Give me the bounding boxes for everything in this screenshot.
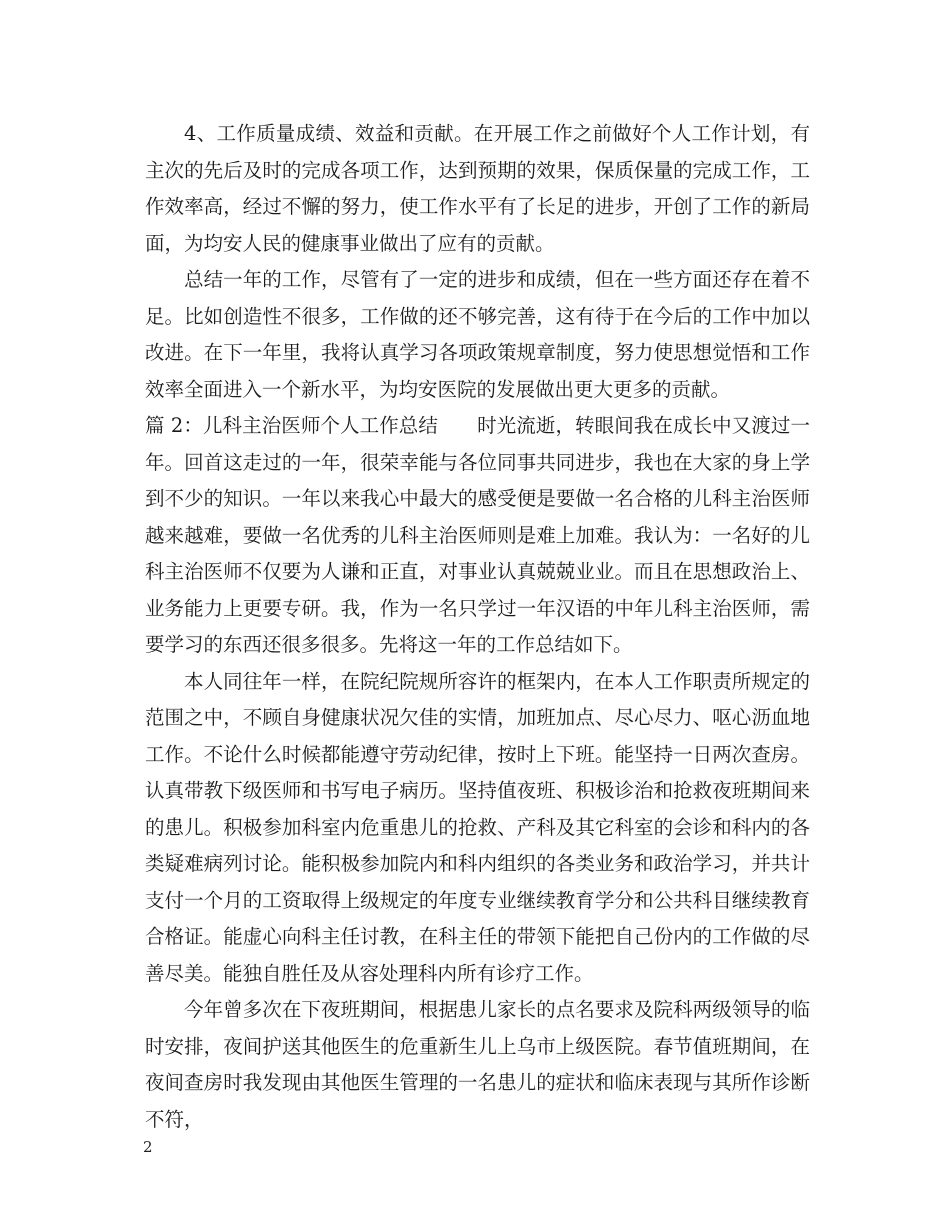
page-number: 2 (143, 1138, 153, 1156)
paragraph-work-quality: 4、工作质量成绩、效益和贡献。在开展工作之前做好个人工作计划，有主次的先后及时的完成各项工作，达到预期的效果，保质保量的完成工作，工作效率高，经过不懈的努力，使工作水平有了长足的进步，开创了工作的新局面，为均安人民的健康事业做出了应有的贡献。 (145, 122, 810, 255)
paragraph-chapter-2-intro: 篇 2：儿科主治医师个人工作总结 时光流逝，转眼间我在成长中又渡过一年。回首这走过的一年，很荣幸能与各位同事共同进步，我也在大家的身上学到不少的知识。一年以来我心中最大的感受便是要做一名合格的儿科主治医师越来越难，要做一名优秀的儿科主治医师则是难上加难。我认为：一名好的儿科主治医师不仅要为人谦和正直，对事业认真兢兢业业。而且在思想政治上、业务能力上更要专研。我，作为一名只学过一年汉语的中年儿科主治医师，需要学习的东西还很多很多。先将这一年的工作总结如下。 (145, 414, 810, 656)
paragraph-night-shift: 今年曾多次在下夜班期间，根据患儿家长的点名要求及院科两级领导的临时安排，夜间护送其他医生的危重新生儿上乌市上级医院。春节值班期间，在夜间查房时我发现由其他医生管理的一名患儿的症状和临床表现与其所作诊断不符， (145, 998, 810, 1131)
paragraph-work-attitude: 本人同往年一样，在院纪院规所容许的框架内，在本人工作职责所规定的范围之中，不顾自身健康状况欠佳的实情，加班加点、尽心尽力、呕心沥血地工作。不论什么时候都能遵守劳动纪律，按时上下班。能坚持一日两次查房。认真带教下级医师和书写电子病历。坚持值夜班、积极诊治和抢救夜班期间来的患儿。积极参加科室内危重患儿的抢救、产科及其它科室的会诊和科内的各类疑难病列讨论。能积极参加院内和科内组织的各类业务和政治学习，并共计支付一个月的工资取得上级规定的年度专业继续教育学分和公共科目继续教育合格证。能虚心向科主任讨教，在科主任的带领下能把自己份内的工作做的尽善尽美。能独自胜任及从容处理科内所有诊疗工作。 (145, 669, 810, 985)
paragraph-year-summary: 总结一年的工作，尽管有了一定的进步和成绩，但在一些方面还存在着不足。比如创造性不很多，工作做的还不够完善，这有待于在今后的工作中加以改进。在下一年里，我将认真学习各项政策规章制度，努力使思想觉悟和工作效率全面进入一个新水平，为均安医院的发展做出更大更多的贡献。 (145, 268, 810, 401)
document-body (145, 116, 810, 1138)
